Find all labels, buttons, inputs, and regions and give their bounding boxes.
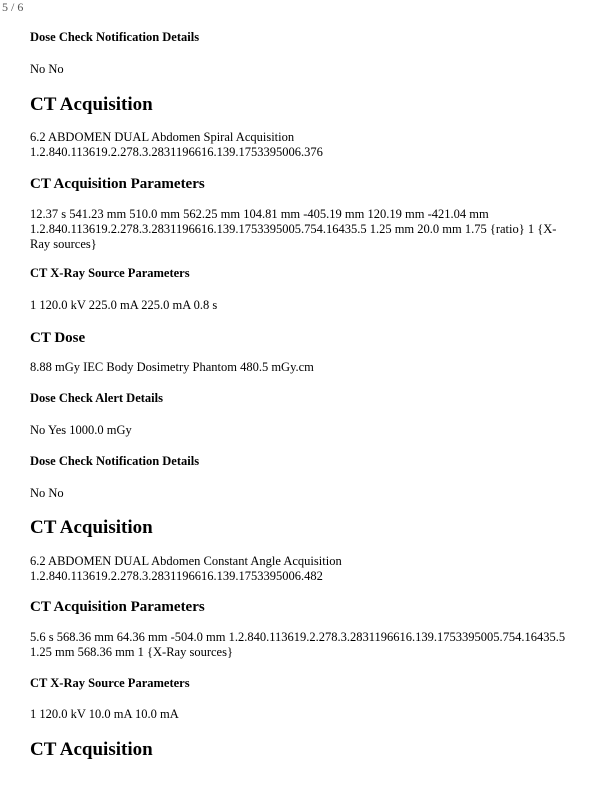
section-heading: Dose Check Alert Details [30,391,163,405]
section-heading: CT Acquisition Parameters [30,176,205,192]
section-text: 1.25 mm 568.36 mm 1 {X-Ray sources} [30,645,233,659]
section-text: 1.2.840.113619.2.278.3.2831196616.139.1753395006.376 [30,145,323,159]
section-heading: CT Dose [30,330,86,346]
section-text: No No [30,486,64,500]
section-text: No No [30,62,64,76]
section-text: 1 120.0 kV 225.0 mA 225.0 mA 0.8 s [30,298,218,312]
section-text: 1.2.840.113619.2.278.3.2831196616.139.1753395005.754.16435.5 1.25 mm 20.0 mm 1.75 {ratio} 1 {X- [30,222,557,236]
section-text: 1 120.0 kV 10.0 mA 10.0 mA [30,707,179,721]
section-text: 8.88 mGy IEC Body Dosimetry Phantom 480.5 mGy.cm [30,360,314,374]
section-text: 6.2 ABDOMEN DUAL Abdomen Constant Angle Acquisition [30,554,342,568]
section-heading: CT X-Ray Source Parameters [30,676,190,690]
section-heading: CT Acquisition [30,94,153,115]
section-heading: CT Acquisition Parameters [30,599,205,615]
section-heading: Dose Check Notification Details [30,454,200,468]
section-heading: CT Acquisition [30,739,153,760]
section-text: 12.37 s 541.23 mm 510.0 mm 562.25 mm 104.81 mm -405.19 mm 120.19 mm -421.04 mm [30,207,489,221]
section-text: No Yes 1000.0 mGy [30,423,132,437]
section-heading: Dose Check Notification Details [30,30,200,44]
section-heading: CT X-Ray Source Parameters [30,266,190,280]
section-text: Ray sources} [30,237,97,251]
section-text: 5.6 s 568.36 mm 64.36 mm -504.0 mm 1.2.840.113619.2.278.3.2831196616.139.1753395005.754.16435.5 [30,630,566,644]
page-number: 5 / 6 [2,0,24,14]
section-text: 1.2.840.113619.2.278.3.2831196616.139.1753395006.482 [30,569,323,583]
section-text: 6.2 ABDOMEN DUAL Abdomen Spiral Acquisition [30,130,295,144]
section-heading: CT Acquisition [30,517,153,538]
